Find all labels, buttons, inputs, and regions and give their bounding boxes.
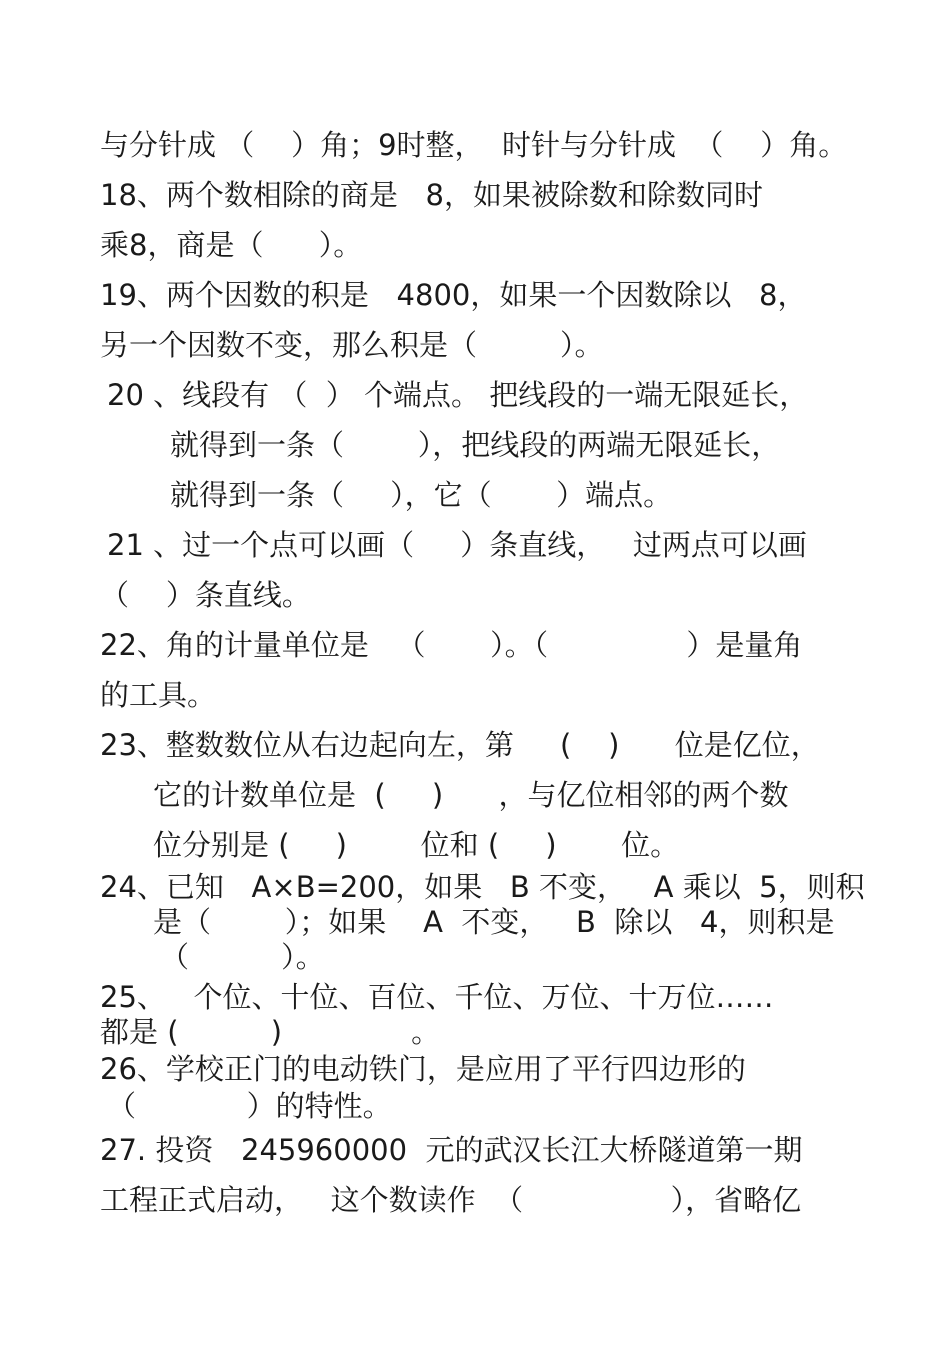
question-22: 22、角的计量单位是 （ ）。（ ）是量角	[100, 628, 803, 662]
question-26: 26、学校正门的电动铁门，是应用了平行四边形的	[100, 1052, 746, 1086]
text-line-7: 就得到一条（ ），把线段的两端无限延长，	[170, 428, 781, 462]
text-line-20: 都是 ( ) 。	[100, 1015, 441, 1049]
question-23: 23、整数数位从右边起向左，第 ( ) 位是亿位，	[100, 728, 820, 762]
text-line-17: 是（ ）；如果 A 不变， B 除以 4，则积是	[153, 905, 835, 939]
text-line-15: 位分别是 ( ) 位和 ( ) 位。	[153, 828, 680, 862]
question-27: 27. 投资 245960000 元的武汉长江大桥隧道第一期	[100, 1133, 803, 1167]
text-line-24: 工程正式启动， 这个数读作 （ ），省略亿	[100, 1183, 802, 1217]
question-25: 25、 个位、十位、百位、千位、万位、十万位……	[100, 980, 774, 1014]
text-line-14: 它的计数单位是 ( ) ，与亿位相邻的两个数	[153, 778, 789, 812]
text-line-22: （ ）的特性。	[107, 1089, 392, 1123]
text-line-8: 就得到一条（ ），它（ ）端点。	[170, 478, 673, 512]
question-20: 20 、线段有 （ ） 个端点。 把线段的一端无限延长，	[107, 378, 809, 412]
question-21: 21 、过一个点可以画（ ）条直线， 过两点可以画	[107, 528, 807, 562]
question-24: 24、已知 A×B=200，如果 B 不变， A 乘以 5，则积	[100, 870, 865, 904]
text-line-10: （ ）条直线。	[100, 578, 311, 612]
question-18: 18、两个数相除的商是 8，如果被除数和除数同时	[100, 178, 764, 212]
question-19: 19、两个因数的积是 4800，如果一个因数除以 8，	[100, 278, 807, 312]
text-line-5: 另一个因数不变，那么积是（ ）。	[100, 328, 604, 362]
text-line-1: 与分针成 （ ）角；9时整， 时针与分针成 （ ）角。	[100, 128, 848, 162]
text-line-3: 乘8，商是（ ）。	[100, 228, 363, 262]
text-line-12: 的工具。	[100, 678, 217, 712]
text-line-18: （ ）。	[160, 940, 325, 974]
